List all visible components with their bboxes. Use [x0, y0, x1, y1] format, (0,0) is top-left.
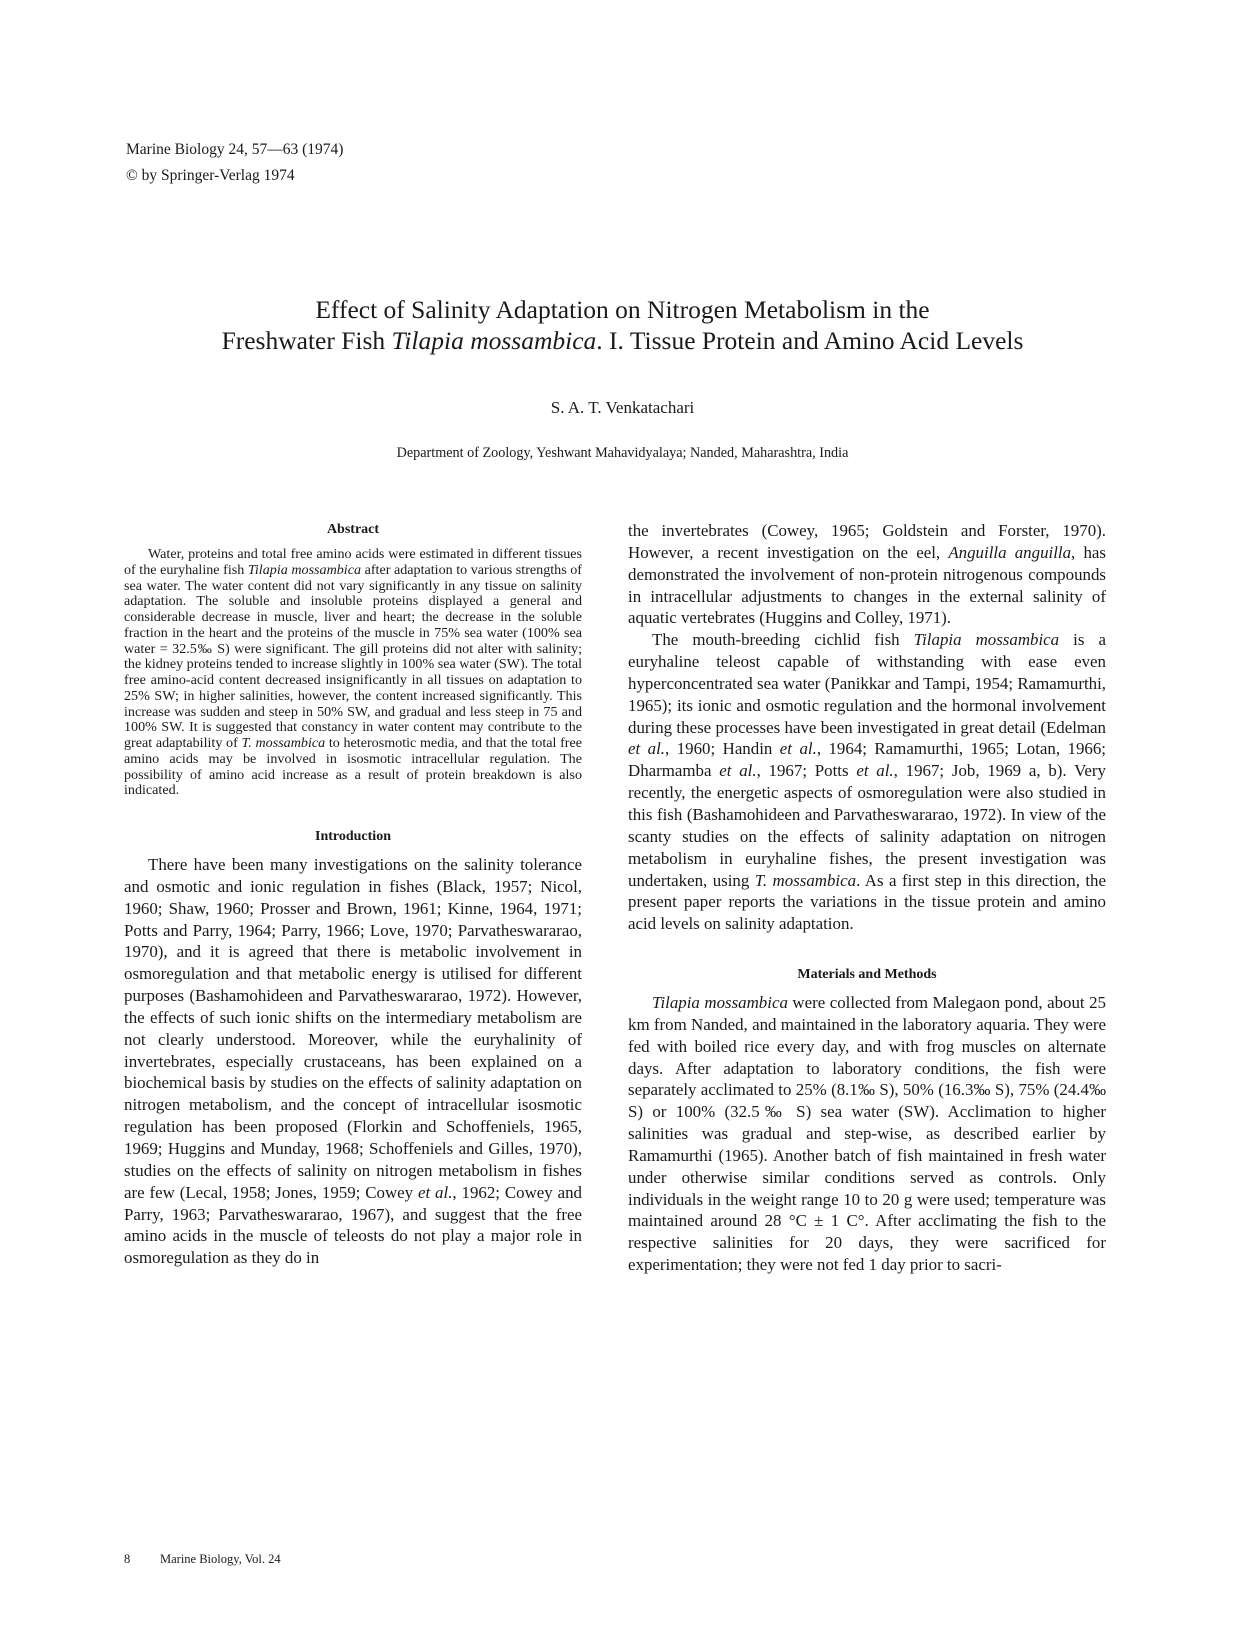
abstract-heading: Abstract	[326, 522, 380, 537]
text: , 1962; Cowey and Parry, 1963; Parvatheswararao, 1967), and suggest that the free amino acids in the muscle of teleosts do not play a major role in osmoregulation as they do in	[124, 1182, 582, 1268]
text: is a euryhaline teleost capable of withstanding with ease even hyperconcentrated sea water (Panikkar and Tampi, 1954; Ramamurthi, 1965); its ionic and osmotic regulation and the hormonal involvement during these processes have been investigated in great detail (Edelman	[628, 630, 1106, 737]
text: , has demonstrated the involvement of non-protein nitrogenous compounds in intracellular adjustments to changes in the external salinity of aquatic vertebrates (Huggins and Colley, 1971).	[628, 542, 1106, 628]
species-name: T. mossambica	[241, 735, 326, 751]
introduction-paragraph-continued	[628, 520, 1106, 629]
text: after adaptation to various strengths of sea water. The water content did not vary significantly in any tissue on salinity adaptation. The soluble and insoluble proteins displayed a general and considerable decrease in muscle, liver and heart; the decrease in the soluble fraction in the heart and the proteins of the muscle in 75% sea water (100% sea water = 32.5‰ S) were significant. The gill proteins did not alter with salinity; the kidney proteins tended to increase slightly in 100% sea water (SW). The total free amino-acid content decreased insignificantly in all tissues on adaptation to 25% SW; in higher salinities, however, the content increased significantly. This increase was sudden and steep in 50% SW, and gradual and less steep in 75 and 100% SW. It is suggested that constancy in water content may contribute to the great adaptability of	[124, 561, 582, 751]
species-name: Tilapia mossambica	[913, 630, 1060, 650]
title-line-1: Effect of Salinity Adaptation on Nitrogen Metabolism in the	[315, 295, 930, 324]
introduction-heading: Introduction	[315, 829, 391, 844]
author-name: S. A. T. Venkatachari	[550, 398, 695, 417]
introduction-paragraph-2	[628, 629, 1106, 935]
et-al: et al.	[856, 761, 894, 781]
abstract-section	[124, 547, 582, 799]
journal-citation: Marine Biology 24, 57—63 (1974)	[126, 141, 344, 158]
species-name: T. mossambica	[754, 870, 857, 890]
methods-paragraph	[628, 992, 1106, 1276]
left-column	[124, 522, 582, 1269]
et-al: et al.	[719, 761, 757, 781]
text: were collected from Malegaon pond, about 25 km from Nanded, and maintained in the laboratory aquaria. They were fed with boiled rice every day, and with frog muscles on alternate days. After adaptation to laboratory conditions, the fish were separately acclimated to 25% (8.1‰ S), 50% (16.3‰ S), 75% (24.4‰ S) or 100% (32.5‰ S) sea water (SW). Acclimation to higher salinities was gradual and step-wise, as described earlier by Ramamurthi (1965). Another batch of fish maintained in fresh water under otherwise similar conditions served as controls. Only individuals in the weight range 10 to 20 g were used; temperature was maintained around 28 °C ± 1 C°. After acclimating the fish to the respective salinities for 20 days, they were sacrificed for experimentation; they were not fed 1 day prior to sacri-	[628, 993, 1106, 1275]
title-species: Tilapia mossambica	[391, 326, 597, 355]
text: Water, proteins and total free amino acids were estimated in different tissues of the euryhaline fish	[124, 546, 582, 578]
title-line-2	[80, 325, 1165, 356]
species-name: Anguilla anguilla	[948, 542, 1072, 562]
journal-header	[126, 137, 343, 189]
title-text: . I. Tissue Protein and Amino Acid Levels	[596, 326, 1024, 355]
author-affiliation: Department of Zoology, Yeshwant Mahavidyalaya; Nanded, Maharashtra, India	[396, 445, 849, 461]
et-al: et al.	[628, 739, 666, 759]
text: . As a first step in this direction, the present paper reports the variations in the tissue protein and amino acid levels on salinity adaptation.	[628, 870, 1106, 934]
text: The mouth-breeding cichlid fish	[652, 630, 914, 650]
text: to heterosmotic media, and that the total free amino acids may be involved in isosmotic intracellular regulation. The possibility of amino acid increase as a result of protein breakdown is also indicated.	[124, 735, 582, 799]
text: the invertebrates (Cowey, 1965; Goldstein and Forster, 1970). However, a recent investigation on the eel,	[628, 521, 1106, 562]
introduction-continued	[628, 520, 1106, 935]
copyright-notice: © by Springer-Verlag 1974	[126, 167, 295, 184]
methods-heading: Materials and Methods	[797, 967, 937, 983]
et-al: et al.	[779, 739, 817, 759]
paper-title	[80, 294, 1165, 356]
text: , 1967; Job, 1969 a, b). Very recently, the energetic aspects of osmoregulation were also studied in this fish (Bashamohideen and Parvatheswararao, 1972). In view of the scanty studies on the effects of salinity adaptation on nitrogen metabolism in euryhaline fishes, the present investigation was undertaken, using	[628, 761, 1106, 890]
text: , 1967; Potts	[756, 761, 857, 781]
text: , 1960; Handin	[665, 739, 780, 759]
abstract-paragraph	[124, 547, 582, 799]
et-al: et al.	[417, 1182, 453, 1202]
page-footer	[124, 1552, 281, 1567]
methods-section	[628, 992, 1106, 1276]
text: , 1964; Ramamurthi, 1965; Lotan, 1966; Dharmamba	[628, 739, 1106, 781]
page-number: 8	[124, 1552, 131, 1566]
footer-journal: Marine Biology, Vol. 24	[160, 1552, 281, 1566]
title-text: Freshwater Fish	[221, 326, 392, 355]
introduction-section	[124, 854, 582, 1269]
right-column	[628, 520, 1106, 1276]
introduction-paragraph	[124, 854, 582, 1269]
text: There have been many investigations on the salinity tolerance and osmotic and ionic regulation in fishes (Black, 1957; Nicol, 1960; Shaw, 1960; Prosser and Brown, 1961; Kinne, 1964, 1971; Potts and Parry, 1964; Parry, 1966; Love, 1970; Parvatheswararao, 1970), and it is agreed that there is metabolic involvement in osmoregulation and that metabolic energy is utilised for different purposes (Bashamohideen and Parvatheswararao, 1972). However, the effects of such ionic shifts on the intermediary metabolism are not clearly understood. Moreover, while the euryhalinity of invertebrates, especially crustaceans, has been explained on a biochemical basis by studies on the effects of salinity adaptation on nitrogen metabolism, and the concept of intracellular isosmotic regulation has been proposed (Florkin and Schoffeniels, 1965, 1969; Huggins and Munday, 1968; Schoffeniels and Gilles, 1970), studies on the effects of salinity on nitrogen metabolism in fishes are few (Lecal, 1958; Jones, 1959; Cowey	[124, 855, 582, 1202]
species-name: Tilapia mossambica	[247, 561, 362, 578]
species-name: Tilapia mossambica	[652, 993, 788, 1013]
